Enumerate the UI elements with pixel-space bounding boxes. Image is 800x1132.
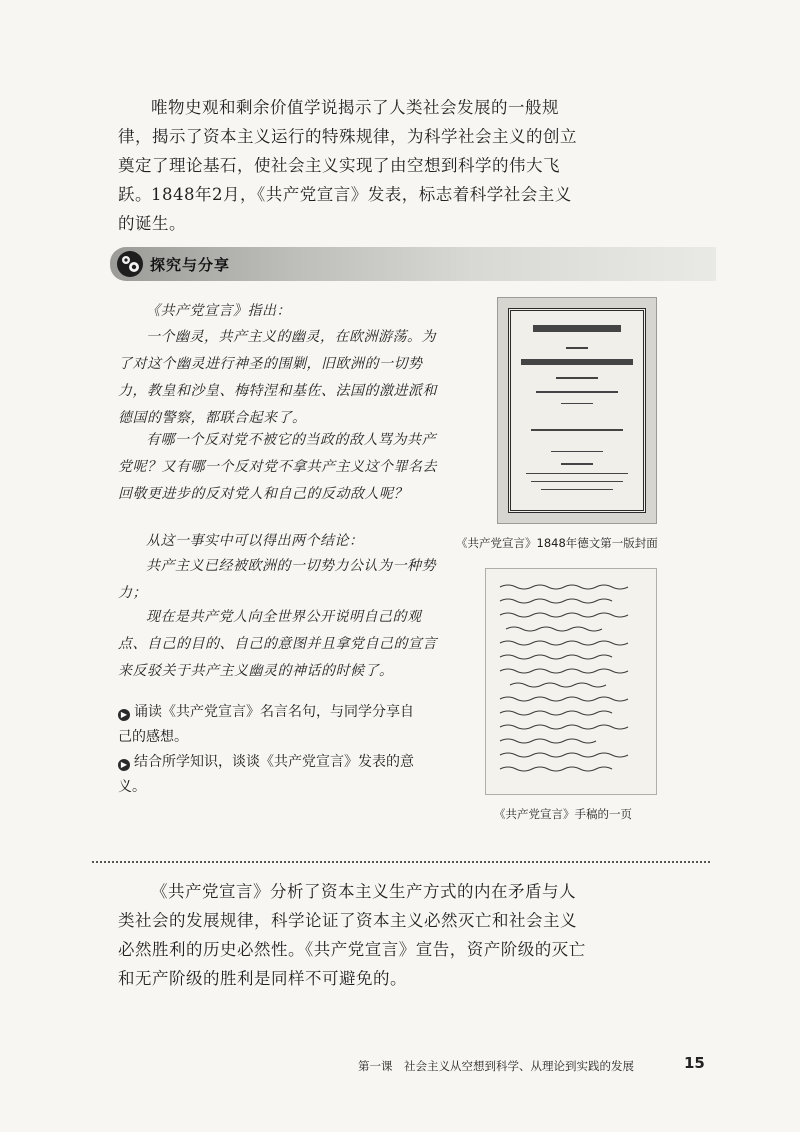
explore-share-icon	[116, 250, 144, 278]
task-item	[118, 750, 418, 800]
arrow-bullet-icon: ▶	[118, 759, 130, 771]
quote-paragraph-1: 一个幽灵，共产主义的幽灵，在欧洲游荡。为了对这个幽灵进行神圣的围剿，旧欧洲的一切势力，教皇和沙皇、梅特涅和基佐、法国的激进派和德国的警察，都联合起来了。	[118, 329, 437, 426]
page-number: 15	[684, 1054, 705, 1072]
section-title: 探究与分享	[150, 256, 231, 274]
manifesto-cover-image	[497, 297, 657, 524]
quote-paragraph-3: 从这一事实中可以得出两个结论：	[146, 533, 364, 549]
outro-paragraph: 《共产党宣言》分析了资本主义生产方式的内在矛盾与人类社会的发展规律，科学论证了资本主义必然灭亡和社会主义必然胜利的历史必然性。《共产党宣言》宣告，资产阶级的灭亡和无产阶级的胜利是同样不可避免的。	[118, 882, 586, 988]
intro-paragraph-1: 唯物史观和剩余价值学说揭示了人类社会发展的一般规律，揭示了资本主义运行的特殊规律，为科学社会主义的创立奠定了理论基石，使社会主义实现了由空想到科学的伟大飞跃。	[118, 98, 577, 204]
section-divider	[92, 861, 710, 863]
quote-lead: 《共产党宣言》指出：	[146, 303, 291, 319]
intro-paragraph-2: 1848年2月，《共产党宣言》发表，标志着科学社会主义的诞生。	[118, 185, 572, 233]
quote-paragraph-5: 现在是共产党人向全世界公开说明自己的观点、自己的目的、自己的意图并且拿党自己的宣言来反驳关于共产主义幽灵的神话的时候了。	[118, 609, 437, 679]
task-item	[118, 700, 418, 750]
explore-share-banner	[110, 247, 716, 281]
running-footer: 第一课 社会主义从空想到科学、从理论到实践的发展	[358, 1059, 634, 1073]
arrow-bullet-icon: ▶	[118, 709, 130, 721]
task-text: 诵读《共产党宣言》名言名句，与同学分享自己的感想。	[118, 704, 414, 745]
quote-paragraph-4: 共产主义已经被欧洲的一切势力公认为一种势力；	[118, 558, 436, 601]
cover-image-caption: 《共产党宣言》1848年德文第一版封面	[456, 536, 658, 550]
task-text: 结合所学知识，谈谈《共产党宣言》发表的意义。	[118, 754, 414, 795]
manuscript-image	[485, 568, 657, 795]
quote-paragraph-2: 有哪一个反对党不被它的当政的敌人骂为共产党呢？又有哪一个反对党不拿共产主义这个罪名去回敬更进步的反对党人和自己的反动敌人呢？	[118, 432, 437, 502]
manuscript-image-caption: 《共产党宣言》手稿的一页	[494, 807, 632, 821]
